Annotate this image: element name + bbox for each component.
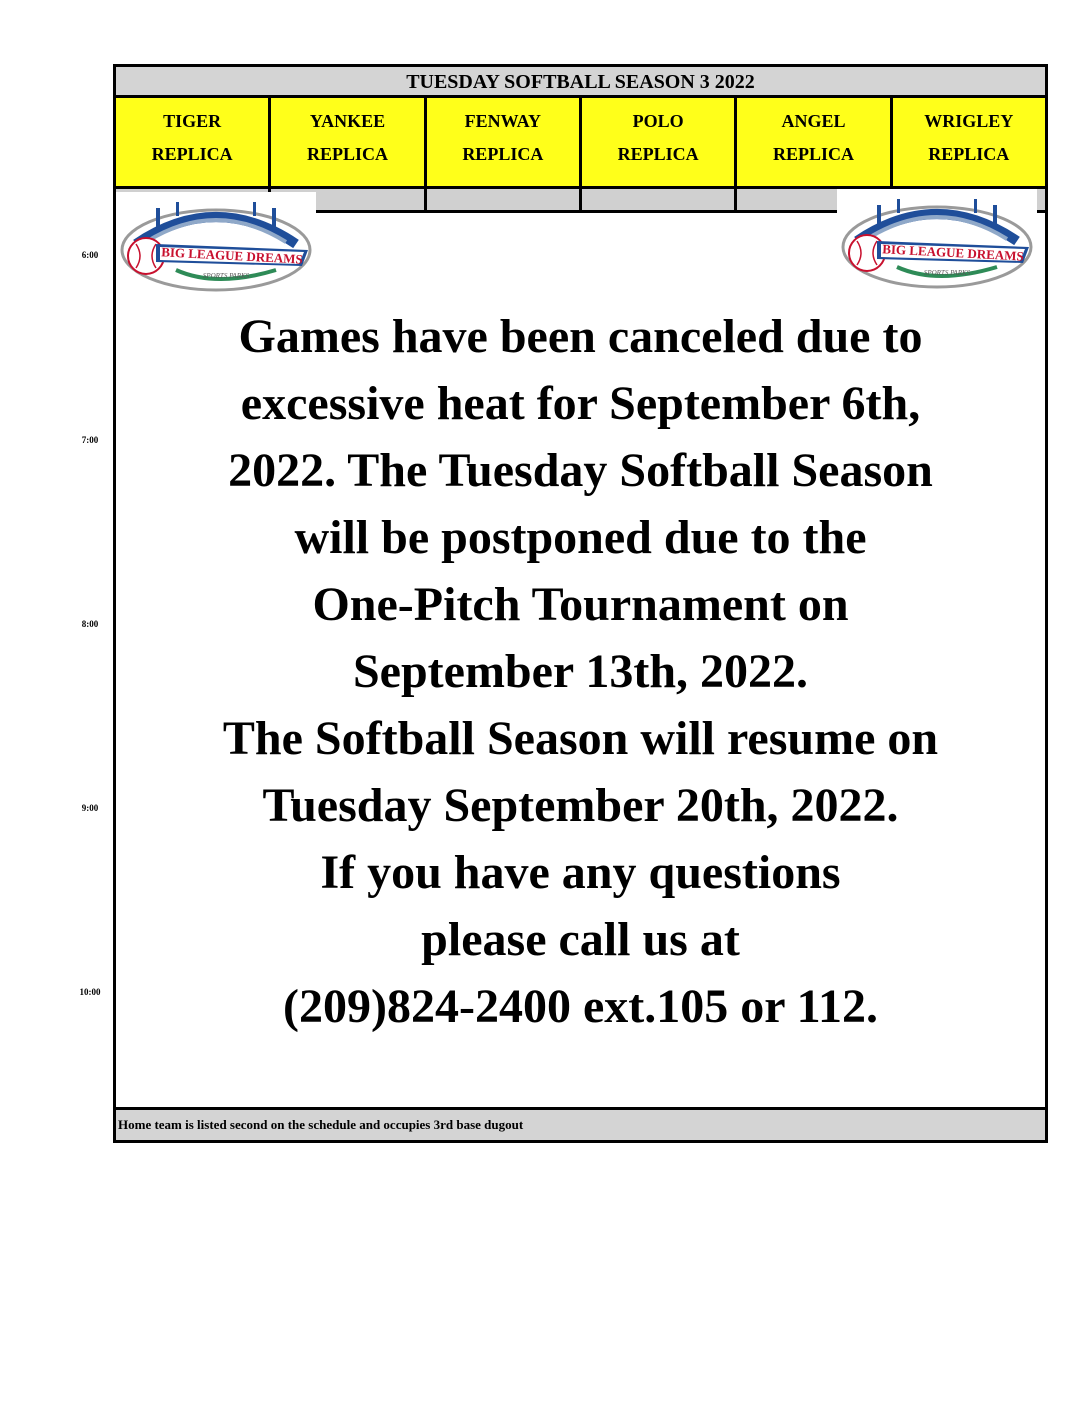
field-name: TIGER bbox=[163, 111, 222, 131]
notice-line: If you have any questions bbox=[320, 846, 841, 899]
field-sub: REPLICA bbox=[462, 144, 544, 164]
notice-line: excessive heat for September 6th, bbox=[240, 377, 921, 430]
footer-note: Home team is listed second on the schedule and occupies 3rd base dugout bbox=[116, 1107, 1045, 1140]
cancellation-notice bbox=[116, 303, 1045, 1040]
field-sub: REPLICA bbox=[617, 144, 699, 164]
logo-title: BIG LEAGUE DREAMS bbox=[160, 244, 304, 267]
field-sub: REPLICA bbox=[928, 144, 1010, 164]
field-name: FENWAY bbox=[464, 111, 541, 131]
field-header-row bbox=[116, 98, 1045, 189]
time-label-10: 10:00 bbox=[79, 987, 101, 997]
field-name: POLO bbox=[632, 111, 684, 131]
field-sub: REPLICA bbox=[772, 144, 854, 164]
time-label-6: 6:00 bbox=[81, 250, 99, 260]
field-name: YANKEE bbox=[309, 111, 386, 131]
schedule-sheet bbox=[113, 64, 1048, 1143]
field-sub: REPLICA bbox=[151, 144, 233, 164]
strip-cell bbox=[427, 189, 582, 210]
schedule-title: TUESDAY SOFTBALL SEASON 3 2022 bbox=[116, 67, 1045, 98]
notice-line: Tuesday September 20th, 2022. bbox=[262, 779, 899, 832]
notice-line: (209)824-2400 ext.105 or 112. bbox=[282, 980, 879, 1033]
time-label-9: 9:00 bbox=[81, 803, 99, 813]
notice-line: The Softball Season will resume on bbox=[222, 712, 939, 765]
big-league-dreams-logo-right bbox=[837, 189, 1037, 293]
notice-line: 2022. The Tuesday Softball Season bbox=[228, 444, 933, 497]
field-header-polo bbox=[582, 98, 737, 186]
notice-line: Games have been canceled due to bbox=[238, 310, 923, 363]
time-label-7: 7:00 bbox=[81, 435, 99, 445]
logo-subtitle: SPORTS PARKS bbox=[923, 269, 971, 277]
field-header-tiger bbox=[116, 98, 271, 186]
logo-subtitle: SPORTS PARKS bbox=[202, 272, 250, 280]
notice-line: will be postponed due to the bbox=[294, 511, 867, 564]
field-header-wrigley bbox=[893, 98, 1045, 186]
field-header-angel bbox=[737, 98, 892, 186]
notice-line: One-Pitch Tournament on bbox=[312, 578, 849, 631]
notice-line: September 13th, 2022. bbox=[352, 645, 809, 698]
field-header-fenway bbox=[427, 98, 582, 186]
field-name: WRIGLEY bbox=[924, 111, 1014, 131]
strip-cell bbox=[582, 189, 737, 210]
big-league-dreams-logo-left bbox=[116, 192, 316, 296]
field-header-yankee bbox=[271, 98, 426, 186]
time-label-8: 8:00 bbox=[81, 619, 99, 629]
field-name: ANGEL bbox=[781, 111, 846, 131]
logo-title: BIG LEAGUE DREAMS bbox=[881, 241, 1025, 264]
field-sub: REPLICA bbox=[306, 144, 388, 164]
notice-line: please call us at bbox=[421, 913, 740, 966]
